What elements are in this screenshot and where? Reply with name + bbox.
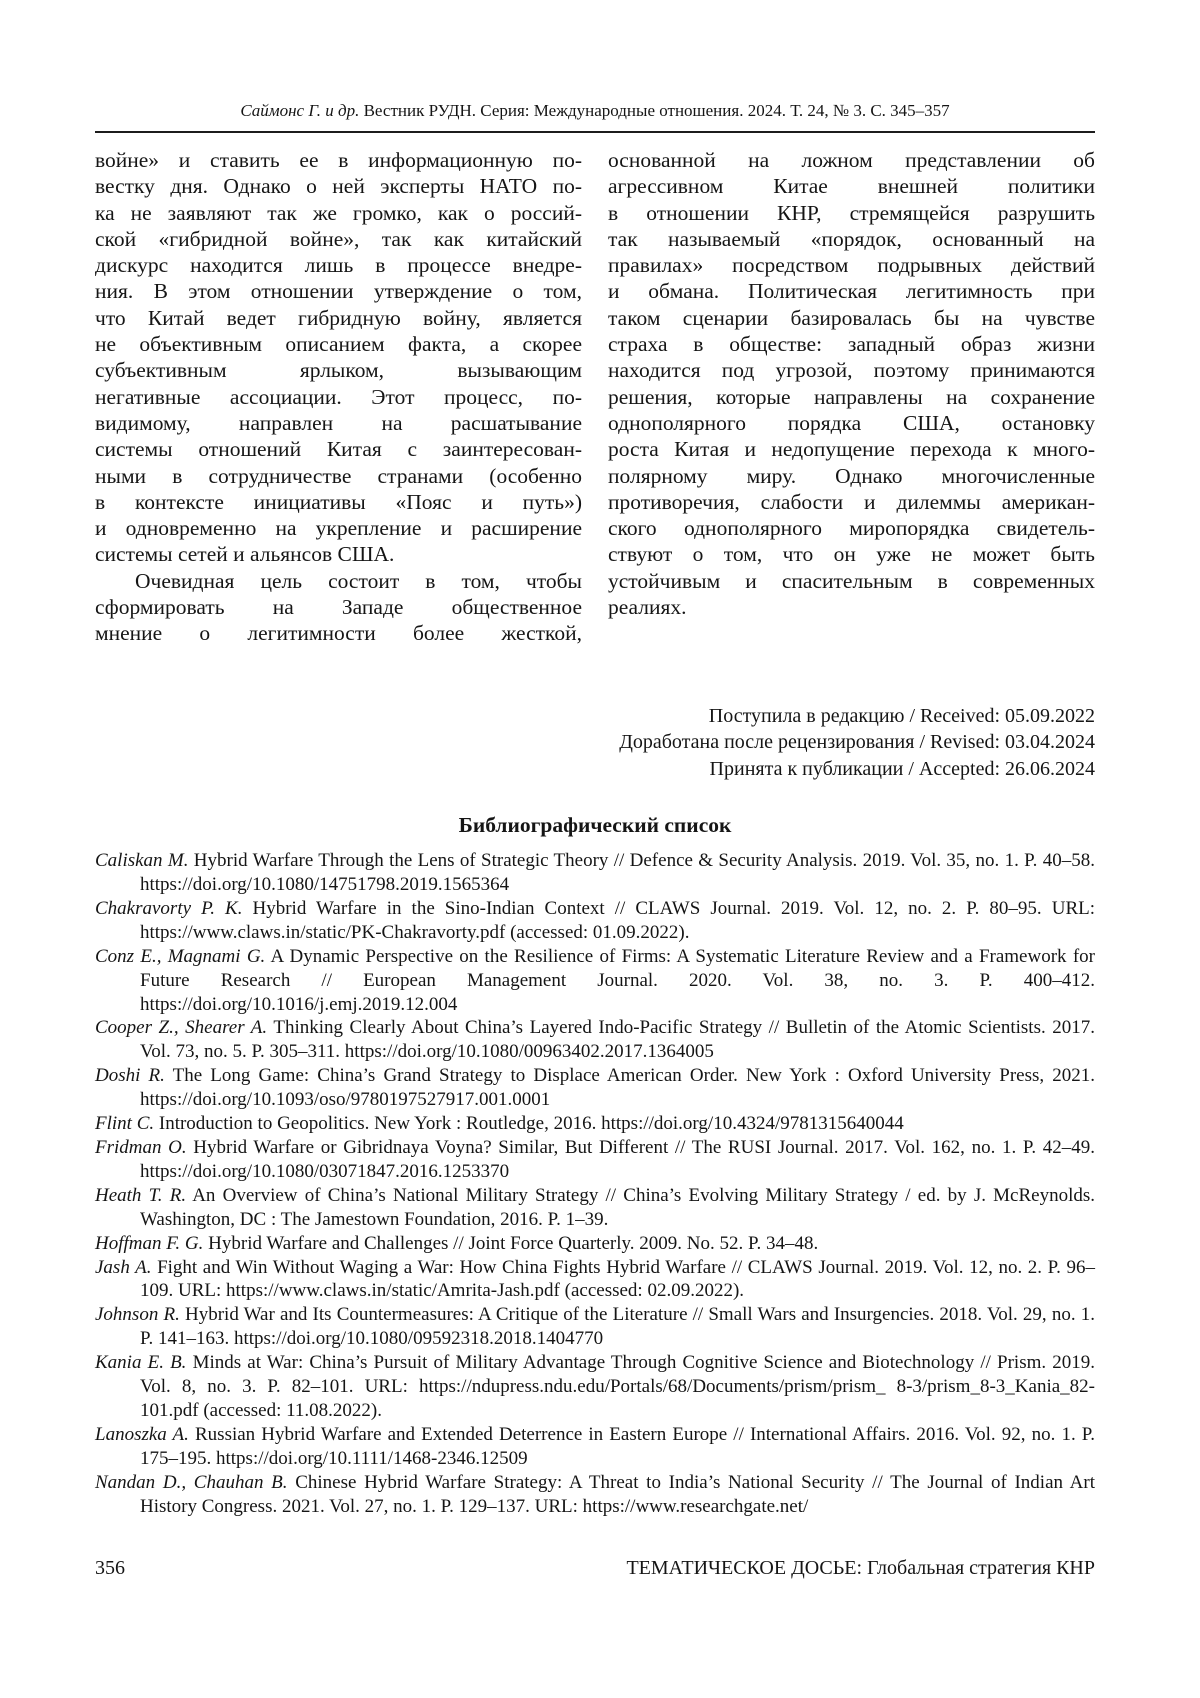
running-header-citation: Вестник РУДН. Серия: Международные отношения. 2024. Т. 24, № 3. С. 345–357 — [363, 101, 950, 120]
body-text-line: так называемый «порядок, основанный на — [608, 226, 1095, 251]
left-column — [95, 147, 582, 647]
bibliography-entry — [95, 1136, 1095, 1184]
bibliography-entry-text: Minds at War: China’s Pursuit of Military Advantage Through Cognitive Science and Biotechnology // Prism. 2019. Vol. 8, no. 3. P. 82–101. URL: https://ndupress.ndu.edu/Portals/68/Documents/prism/prism_ 8-3/prism_8-3_Kania_82-101.pdf (accessed: 11.08.2022). — [140, 1352, 1095, 1421]
bibliography-entry-authors: Johnson R. — [95, 1304, 180, 1326]
bibliography-entry-authors: Conz E., Magnami G. — [95, 945, 266, 967]
body-text-line: устойчивым и спасительным в современных — [608, 568, 1095, 593]
bibliography-entry-text: Hybrid Warfare and Challenges // Joint Force Quarterly. 2009. No. 52. P. 34–48. — [203, 1232, 819, 1254]
bibliography-entry — [95, 1256, 1095, 1304]
bibliography-entry-text: The Long Game: China’s Grand Strategy to Displace American Order. New York : Oxford University Press, 2021. https://doi.org/10.1093/oso/9780197527917.001.0001 — [140, 1065, 1095, 1111]
body-text-line: ния. В этом отношении утверждение о том, — [95, 279, 582, 304]
accepted-date: Принята к публикации / Accepted: 26.06.2024 — [709, 757, 1095, 780]
body-text-line: мнение о легитимности более жесткой, — [95, 621, 582, 646]
bibliography-entry-text: An Overview of China’s National Military Strategy // China’s Evolving Military Strategy / ed. by J. McReynolds. Washington, DC : The Jamestown Foundation, 2016. P. 1–39. — [140, 1184, 1096, 1230]
body-text-line: правилах» посредством подрывных действий — [608, 253, 1095, 278]
bibliography-list — [95, 849, 1095, 1518]
body-text-line: дискурс находится лишь в процессе внедре- — [95, 253, 582, 278]
bibliography-entry-authors: Fridman O. — [95, 1137, 187, 1159]
body-text-line: ными в сотрудничестве странами (особенно — [95, 463, 582, 488]
bibliography-entry-text: A Dynamic Perspective on the Resilience of Firms: A Systematic Literature Review and a Framework for Future Research // European Management Journal. 2020. Vol. 38, no. 3. P. 400–412. https://doi.org/10.1016/j.emj.2019.12.004 — [140, 945, 1095, 1015]
body-text-line: реалиях. — [608, 595, 687, 620]
body-columns — [95, 147, 1095, 647]
right-column — [608, 147, 1095, 647]
bibliography-entry-authors: Kania E. B. — [95, 1352, 187, 1374]
bibliography-entry — [95, 849, 1095, 897]
body-text-line: страха в обществе: западный образ жизни — [608, 332, 1095, 357]
bibliography-entry — [95, 1471, 1095, 1519]
bibliography-entry-authors: Chakravorty P. K. — [95, 897, 243, 919]
bibliography-entry-text: Introduction to Geopolitics. New York : Routledge, 2016. https://doi.org/10.4324/9781315640044 — [154, 1113, 904, 1135]
bibliography-entry-text: Thinking Clearly About China’s Layered Indo-Pacific Strategy // Bulletin of the Atomic Scientists. 2017. Vol. 73, no. 5. P. 305–311. https://doi.org/10.1080/00963402.2017.1364005 — [140, 1017, 1096, 1063]
body-text-line: ствуют о том, что он уже не может быть — [608, 542, 1095, 567]
bibliography-heading: Библиографический список — [458, 813, 732, 838]
bibliography-entry-text: Russian Hybrid Warfare and Extended Deterrence in Eastern Europe // International Affairs. 2016. Vol. 92, no. 1. P. 175–195. https://doi.org/10.1111/1468-2346.12509 — [140, 1423, 1095, 1469]
bibliography-entry — [95, 945, 1095, 1017]
body-text-line: видимому, направлен на расшатывание — [95, 410, 582, 435]
body-text-line: решения, которые направлены на сохранение — [608, 384, 1095, 409]
running-header — [95, 100, 1095, 122]
body-text-line: однополярного порядка США, остановку — [608, 410, 1095, 435]
page-footer — [95, 1556, 1095, 1580]
bibliography-entry-authors: Lanoszka A. — [95, 1423, 189, 1445]
bibliography-entry-authors: Doshi R. — [95, 1065, 165, 1087]
received-date: Поступила в редакцию / Received: 05.09.2022 — [708, 704, 1095, 727]
bibliography-entry-text: Hybrid Warfare in the Sino-Indian Context // CLAWS Journal. 2019. Vol. 12, no. 2. P. 80–95. URL: https://www.claws.in/static/PK-Chakravorty.pdf (accessed: 01.09.2022). — [140, 897, 1095, 943]
bibliography-entry — [95, 1112, 1095, 1136]
bibliography-entry-text: Chinese Hybrid Warfare Strategy: A Threat to India’s National Security // The Journal of Indian Art History Congress. 2021. Vol. 27, no. 1. P. 129–137. URL: https://www.researchgate.net/ — [140, 1471, 1095, 1517]
bibliography-entry-text: Hybrid Warfare Through the Lens of Strategic Theory // Defence & Security Analysis. 2019. Vol. 35, no. 1. P. 40–58. https://doi.org/10.1080/14751798.2019.1565364 — [140, 850, 1095, 896]
bibliography-entry — [95, 1232, 1095, 1256]
bibliography-entry — [95, 1303, 1095, 1351]
bibliography-entry-authors: Nandan D., Chauhan B. — [95, 1471, 288, 1493]
body-text-line: полярному миру. Однако многочисленные — [608, 463, 1095, 488]
header-rule — [95, 131, 1095, 133]
dates-block — [95, 703, 1095, 783]
body-text-line: и обмана. Политическая легитимность при — [608, 279, 1095, 304]
body-text-line: роста Китая и недопущение перехода к много- — [608, 437, 1095, 462]
bibliography-entry — [95, 1064, 1095, 1112]
revised-date: Доработана после рецензирования / Revised: 03.04.2024 — [619, 731, 1095, 754]
body-text-line: ской «гибридной войне», так как китайский — [95, 226, 582, 251]
body-text-line: агрессивном Китае внешней политики — [608, 174, 1095, 199]
body-text-line: основанной на ложном представлении об — [608, 148, 1095, 172]
body-text-line: сформировать на Западе общественное — [95, 595, 582, 620]
page-number: 356 — [95, 1557, 125, 1579]
bibliography-entry — [95, 1184, 1095, 1232]
body-text-line: субъективным ярлыком, вызывающим — [95, 358, 582, 383]
bibliography-entry-text: Hybrid War and Its Countermeasures: A Critique of the Literature // Small Wars and Insurgencies. 2018. Vol. 29, no. 1. P. 141–163. https://doi.org/10.1080/09592318.2018.1404770 — [140, 1304, 1095, 1350]
body-text-line: негативные ассоциации. Этот процесс, по- — [95, 384, 582, 409]
bibliography-entry-text: Fight and Win Without Waging a War: How China Fights Hybrid Warfare // CLAWS Journal. 2019. Vol. 12, no. 2. P. 96–109. URL: https://www.claws.in/static/Amrita-Jash.pdf (accessed: 02.09.2022). — [140, 1256, 1095, 1302]
bibliography-entry-authors: Cooper Z., Shearer A. — [95, 1017, 268, 1039]
body-text-line: в контексте инициативы «Пояс и путь») — [95, 489, 582, 514]
bibliography-entry — [95, 1016, 1095, 1064]
page-content — [95, 100, 1095, 1519]
body-text-line: системы сетей и альянсов США. — [95, 542, 395, 567]
body-text-line: противоречия, слабости и дилеммы американ- — [608, 489, 1095, 514]
body-text-line: войне» и ставить ее в информационную по- — [95, 148, 582, 172]
bibliography-entry-authors: Flint C. — [95, 1113, 155, 1135]
body-text-line: находится под угрозой, поэтому принимаются — [608, 358, 1095, 383]
body-text-line: системы отношений Китая с заинтересован- — [95, 437, 582, 462]
bibliography-entry-authors: Heath T. R. — [95, 1184, 187, 1206]
footer-running-title: ТЕМАТИЧЕСКОЕ ДОСЬЕ: Глобальная стратегия КНР — [626, 1557, 1095, 1579]
body-text-line: ского однополярного миропорядка свидетель- — [608, 516, 1095, 541]
bibliography-entry-authors: Hoffman F. G. — [95, 1232, 204, 1254]
body-text-line: в отношении КНР, стремящейся разрушить — [608, 200, 1095, 225]
body-text-line: не объективным описанием факта, а скорее — [95, 332, 582, 357]
body-text-line: Очевидная цель состоит в том, чтобы — [135, 568, 582, 593]
body-text-line: и одновременно на укрепление и расширение — [95, 516, 582, 541]
bibliography-entry — [95, 897, 1095, 945]
bibliography-entry-authors: Jash A. — [95, 1256, 152, 1278]
bibliography-entry-text: Hybrid Warfare or Gibridnaya Voyna? Similar, But Different // The RUSI Journal. 2017. Vol. 162, no. 1. P. 42–49. https://doi.org/10.1080/03071847.2016.1253370 — [140, 1137, 1095, 1182]
bibliography-entry — [95, 1351, 1095, 1423]
running-header-authors: Саймонс Г. и др. — [240, 101, 360, 120]
bibliography-entry-authors: Caliskan M. — [95, 850, 189, 872]
body-text-line: ка не заявляют так же громко, как о россий- — [95, 200, 582, 225]
body-text-line: что Китай ведет гибридную войну, является — [95, 305, 582, 330]
bibliography-entry — [95, 1423, 1095, 1471]
body-text-line: вестку дня. Однако о ней эксперты НАТО по- — [95, 174, 582, 199]
body-text-line: таком сценарии базировалась бы на чувстве — [608, 305, 1095, 330]
